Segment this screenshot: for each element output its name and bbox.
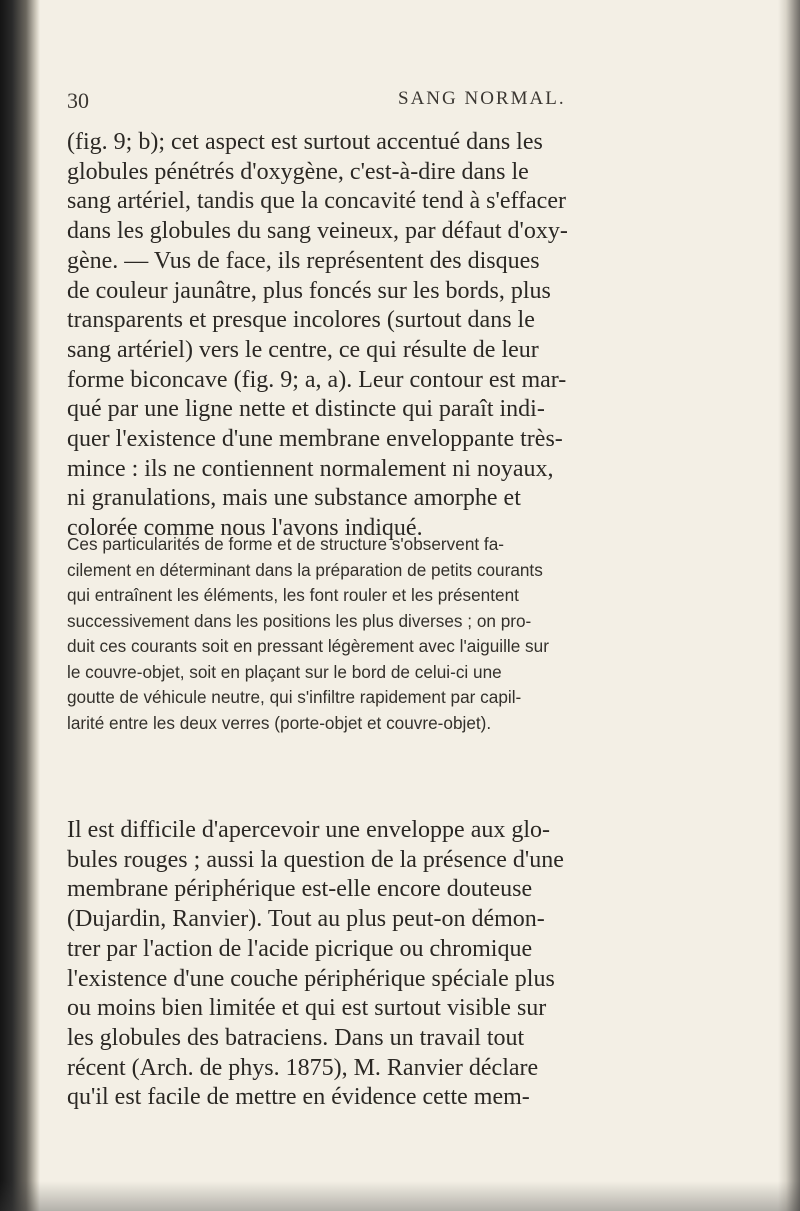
text-line: dans les globules du sang veineux, par défaut d'oxy- <box>67 218 568 245</box>
text-line: successivement dans les positions les plus diverses ; on pro- <box>67 610 532 631</box>
text-line: duit ces courants soit en pressant légèrement avec l'aiguille sur <box>67 636 549 656</box>
binding-shadow-left <box>0 0 40 1211</box>
page-edge-right <box>778 0 800 1211</box>
paragraph-body-2 <box>67 816 757 1113</box>
text-line: ni granulations, mais une substance amorphe et <box>67 485 521 512</box>
text-line: cilement en déterminant dans la préparation de petits courants <box>67 559 543 580</box>
text-line: sang artériel) vers le centre, ce qui résulte de leur <box>67 336 539 363</box>
paragraph-body-1 <box>67 128 757 544</box>
text-line: (fig. 9; b); cet aspect est surtout accentué dans les <box>67 129 543 155</box>
running-title: SANG NORMAL. <box>398 88 566 109</box>
text-line: trer par l'action de l'acide picrique ou chromique <box>67 935 533 962</box>
page-edge-bottom <box>0 1181 800 1211</box>
text-line: globules pénétrés d'oxygène, c'est-à-dire dans le <box>67 158 529 185</box>
text-line: bules rouges ; aussi la question de la présence d'une <box>67 846 564 873</box>
text-line: (Dujardin, Ranvier). Tout au plus peut-on démon- <box>67 906 545 933</box>
text-line: sang artériel, tandis que la concavité tend à s'effacer <box>67 188 566 215</box>
text-line: qu'il est facile de mettre en évidence cette mem- <box>67 1084 530 1111</box>
text-line: qui entraînent les éléments, les font rouler et les présentent <box>67 585 519 605</box>
text-line: forme biconcave (fig. 9; a, a). Leur contour est mar- <box>67 366 567 393</box>
text-line: gène. — Vus de face, ils représentent des disques <box>67 247 540 274</box>
text-line: membrane périphérique est-elle encore douteuse <box>67 876 533 903</box>
text-line: Ces particularités de forme et de structure s'observent fa- <box>67 534 504 554</box>
text-line: récent (Arch. de phys. 1875), M. Ranvier déclare <box>67 1054 539 1081</box>
text-line: qué par une ligne nette et distincte qui paraît indi- <box>67 396 545 423</box>
text-line: ou moins bien limitée et qui est surtout visible sur <box>67 995 547 1022</box>
text-line: colorée comme nous l'avons indiqué. <box>67 515 423 542</box>
text-line: le couvre-objet, soit en plaçant sur le bord de celui-ci une <box>67 661 502 682</box>
text-line: Il est difficile d'apercevoir une enveloppe aux glo- <box>67 817 551 843</box>
paragraph-note <box>67 532 757 736</box>
text-line: l'existence d'une couche périphérique spéciale plus <box>67 965 555 992</box>
text-line: transparents et presque incolores (surtout dans le <box>67 307 535 334</box>
text-line: mince : ils ne contiennent normalement ni noyaux, <box>67 455 554 482</box>
running-header <box>0 88 800 118</box>
page-number: 30 <box>67 88 89 113</box>
text-line: de couleur jaunâtre, plus foncés sur les bords, plus <box>67 277 551 304</box>
text-line: les globules des batraciens. Dans un travail tout <box>67 1024 525 1051</box>
text-line: quer l'existence d'une membrane enveloppante très- <box>67 426 563 453</box>
text-line: goutte de véhicule neutre, qui s'infiltre rapidement par capil- <box>67 687 522 707</box>
text-line: larité entre les deux verres (porte-objet et couvre-objet). <box>67 712 492 733</box>
